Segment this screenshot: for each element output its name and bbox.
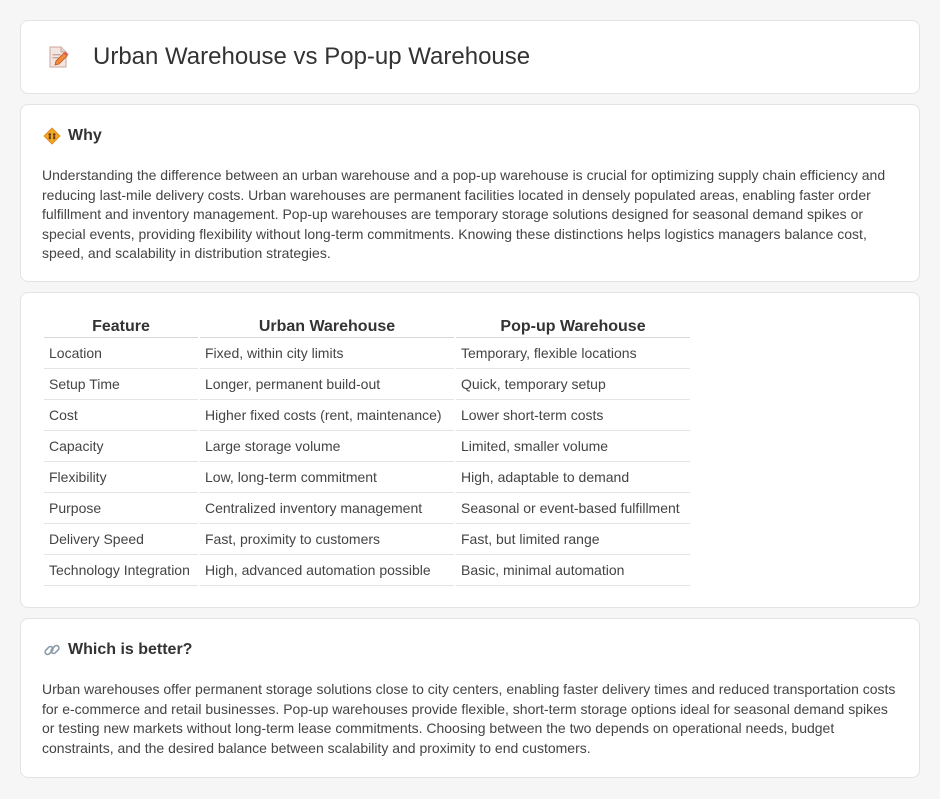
urban-cell: High, advanced automation possible	[200, 555, 454, 586]
better-heading: Which is better?	[68, 641, 193, 658]
table-header-row	[44, 315, 690, 338]
why-heading: Why	[68, 127, 102, 144]
comparison-table	[42, 315, 692, 586]
table-row	[44, 431, 690, 462]
feature-cell: Capacity	[44, 431, 198, 462]
title-card	[20, 20, 920, 94]
urban-cell: Longer, permanent build-out	[200, 369, 454, 400]
popup-cell: Quick, temporary setup	[456, 369, 690, 400]
popup-cell: Temporary, flexible locations	[456, 338, 690, 369]
why-text: Understanding the difference between an urban warehouse and a pop-up warehouse is crucial for optimizing supply chain efficiency and reducing last-mile delivery costs. Urban warehouses are permanent facilities located in densely populated areas, enabling faster order fulfillment and inventory management. Pop-up warehouses are temporary storage solutions designed for seasonal demand spikes or special events, providing flexibility without long-term commitments. Knowing these distinctions helps logistics managers balance cost, speed, and scalability in distribution strategies.	[42, 167, 886, 262]
urban-cell: Fixed, within city limits	[200, 338, 454, 369]
column-header-urban: Urban Warehouse	[200, 315, 454, 338]
urban-cell: Large storage volume	[200, 431, 454, 462]
column-header-popup: Pop-up Warehouse	[456, 315, 690, 338]
feature-cell: Flexibility	[44, 462, 198, 493]
table-row	[44, 400, 690, 431]
comparison-section	[20, 292, 920, 608]
why-section	[20, 104, 920, 282]
popup-cell: High, adaptable to demand	[456, 462, 690, 493]
table-row	[44, 462, 690, 493]
title-row	[45, 43, 530, 71]
table-row	[44, 369, 690, 400]
urban-cell: Low, long-term commitment	[200, 462, 454, 493]
document-pencil-icon	[45, 44, 71, 70]
diamond-people-icon	[43, 127, 61, 145]
table-row	[44, 524, 690, 555]
table-row	[44, 555, 690, 586]
popup-cell: Lower short-term costs	[456, 400, 690, 431]
feature-cell: Technology Integration	[44, 555, 198, 586]
feature-cell: Setup Time	[44, 369, 198, 400]
urban-cell: Centralized inventory management	[200, 493, 454, 524]
urban-cell: Fast, proximity to customers	[200, 524, 454, 555]
table-row	[44, 493, 690, 524]
page-title: Urban Warehouse vs Pop-up Warehouse	[93, 43, 531, 70]
feature-cell: Delivery Speed	[44, 524, 198, 555]
which-better-section	[20, 618, 920, 778]
popup-cell: Fast, but limited range	[456, 524, 690, 555]
popup-cell: Seasonal or event-based fulfillment	[456, 493, 690, 524]
urban-cell: Higher fixed costs (rent, maintenance)	[200, 400, 454, 431]
why-heading-row	[43, 127, 102, 145]
link-icon	[43, 641, 61, 659]
feature-cell: Cost	[44, 400, 198, 431]
better-heading-row	[43, 641, 192, 659]
column-header-feature: Feature	[44, 315, 198, 338]
feature-cell: Purpose	[44, 493, 198, 524]
feature-cell: Location	[44, 338, 198, 369]
better-text: Urban warehouses offer permanent storage solutions close to city centers, enabling faster delivery times and reduced transportation costs for e-commerce and retail businesses. Pop-up warehouses provide flexible, short-term storage options ideal for seasonal demand spikes or testing new markets without long-term lease commitments. Choosing between the two depends on operational needs, budget constraints, and the desired balance between scalability and proximity to end customers.	[42, 681, 896, 756]
popup-cell: Limited, smaller volume	[456, 431, 690, 462]
table-row	[44, 338, 690, 369]
popup-cell: Basic, minimal automation	[456, 555, 690, 586]
